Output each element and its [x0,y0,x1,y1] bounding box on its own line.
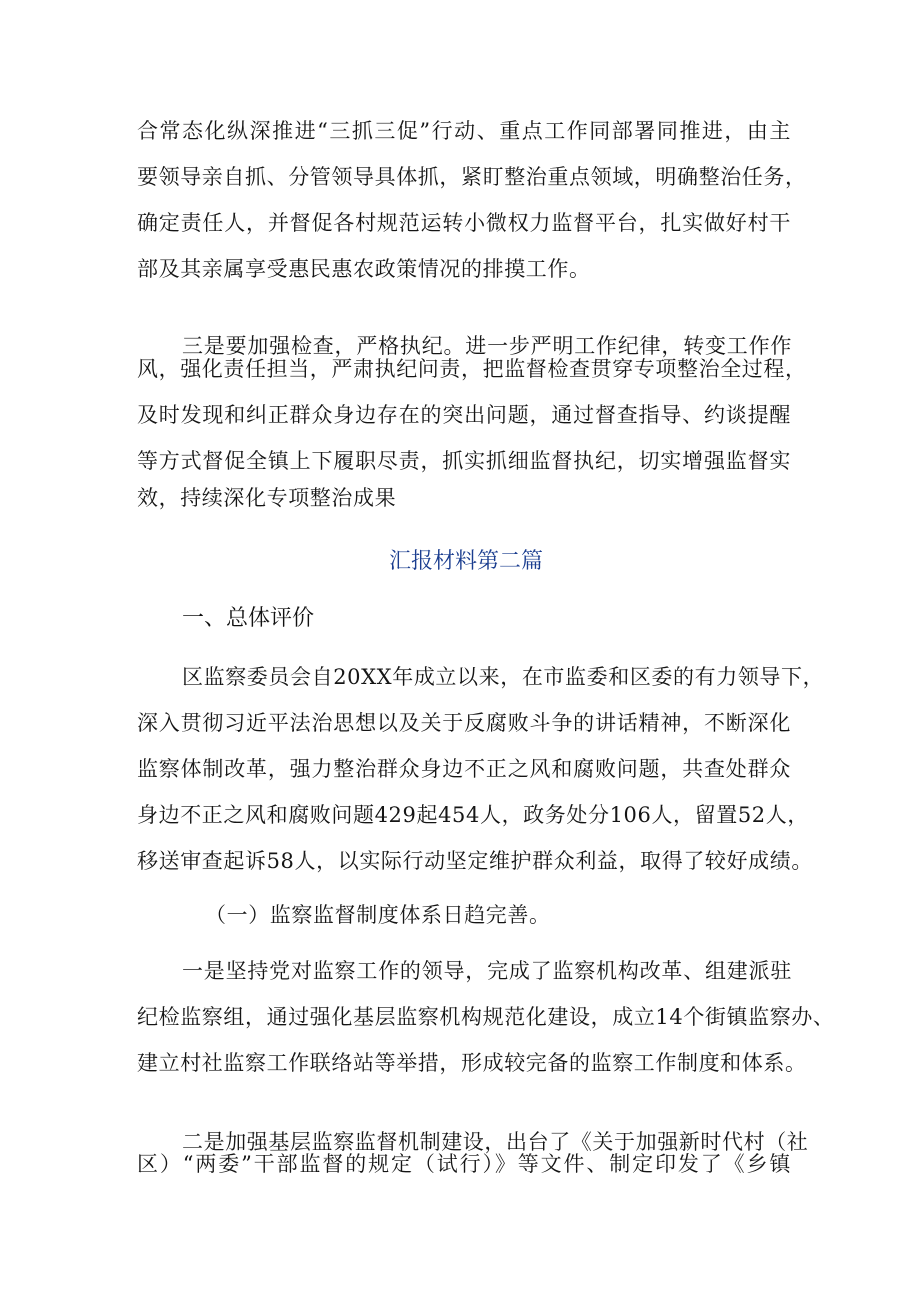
paragraph-line: 区）“两委”干部监督的规定（试行）》等文件、制定印发了《乡镇 [137,1152,791,1176]
paragraph-line: 监察体制改革，强力整治群众身边不正之风和腐败问题，共查处群众 [137,757,791,781]
paragraph-line: 确定责任人，并督促各村规范运转小微权力监督平台，扎实做好村干 [137,211,791,235]
paragraph-line: 身边不正之风和腐败问题429起454人，政务处分106人，留置52人， [137,803,809,827]
subheading: （一）监察监督制度体系日趋完善。 [205,903,551,927]
paragraph-line: 风，强化责任担当，严肃执纪问责，把监督检查贯穿专项整治全过程， [137,357,807,381]
paragraph-line: 纪检监察组，通过强化基层监察机构规范化建设，成立14个街镇监察办、 [137,1005,835,1029]
paragraph-line: 合常态化纵深推进“三抓三促”行动、重点工作同部署同推进，由主 [137,119,791,143]
document-title: 汇报材料第二篇 [389,549,544,574]
paragraph-line: 深入贯彻习近平法治思想以及关于反腐败斗争的讲话精神，不断深化 [137,711,791,735]
paragraph-line: 建立村社监察工作联络站等举措，形成较完备的监察工作制度和体系。 [137,1051,807,1075]
paragraph-line: 一是坚持党对监察工作的领导，完成了监察机构改革、组建派驻 [182,959,792,983]
paragraph-line: 及时发现和纠正群众身边存在的突出问题，通过督查指导、约谈提醒 [137,403,791,427]
paragraph-line: 移送审查起诉58人，以实际行动坚定维护群众利益，取得了较好成绩。 [137,849,813,873]
paragraph-line: 二是加强基层监察监督机制建设，出台了《关于加强新时代村（社 [182,1130,809,1154]
paragraph-line: 要领导亲自抓、分管领导具体抓，紧盯整治重点领域，明确整治任务， [137,165,807,189]
section-heading: 一、总体评价 [182,606,315,631]
paragraph-line: 区监察委员会自20XX年成立以来，在市监委和区委的有力领导下， [182,665,825,689]
paragraph-line: 等方式督促全镇上下履职尽责，抓实抓细监督执纪，切实增强监督实 [137,449,791,473]
paragraph-line: 效，持续深化专项整治成果 [137,486,397,510]
paragraph-line: 三是要加强检查，严格执纪。进一步严明工作纪律，转变工作作 [182,334,792,358]
paragraph-line: 部及其亲属享受惠民惠农政策情况的排摸工作。 [137,257,591,281]
